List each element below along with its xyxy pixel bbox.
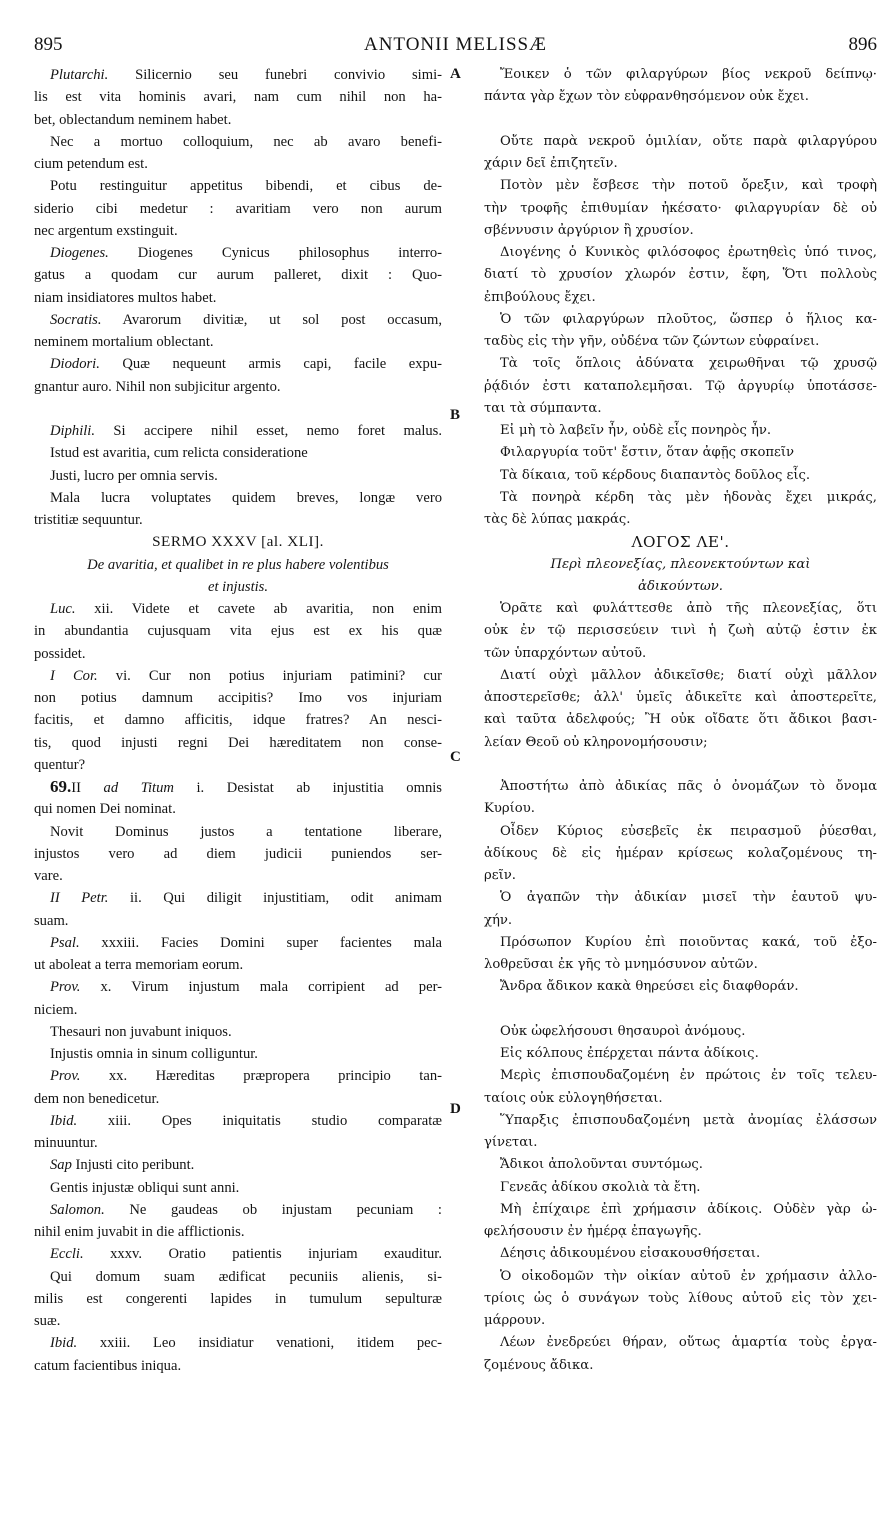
text-line: Ἄδικοι ἀπολοῦνται συντόμως. xyxy=(500,1157,703,1173)
line-text: x. xyxy=(80,979,112,996)
text-line: Μερὶς ἐπισπουδαζομένη ἐν πρώτοις ἐν τοῖς τελευ- xyxy=(500,1068,877,1084)
scripture-ref: Luc. xyxy=(50,601,76,617)
text-line xyxy=(34,887,442,909)
text-line: χάριν δεῖ ἐπιζητεῖν. xyxy=(484,156,618,171)
text-line: Ἄνδρα ἄδικον κακὰ θηρεύσει εἰς διαφθοράν. xyxy=(500,979,799,995)
text-line: Ἔοικεν ὁ τῶν φιλαργύρων βίος νεκροῦ δείπνῳ· xyxy=(500,67,877,82)
text-line: Ὕπαρξις ἐπισπουδαζομένη μετὰ ἀνομίας ἐλάσσων xyxy=(500,1112,877,1128)
line-text: Videte et cavete ab avaritia, non enim xyxy=(113,601,443,617)
line-text: Leo insidiatur venationi, itidem pec- xyxy=(130,1335,442,1352)
text-line: Φιλαργυρία τοῦτ' ἔστιν, ὅταν ἀφῇς σκοπεῖν xyxy=(500,445,795,461)
line-text: Oratio patientis injuriam exauditur. xyxy=(142,1246,442,1263)
text-line: Εἰς κόλπους ἐπέρχεται πάντα ἀδίκοις. xyxy=(500,1046,759,1061)
text-line xyxy=(34,1199,442,1221)
running-header xyxy=(34,34,877,58)
author-name: Plutarchi. xyxy=(50,67,109,83)
text-line: ζομένους ἄδικα. xyxy=(484,1357,594,1373)
text-line: Potu restinguitur appetitus bibendi, et cibus de- xyxy=(50,178,442,195)
text-line: bet, oblectandum neminem habet. xyxy=(34,111,232,128)
text-line: Injustis omnia in sinum colliguntur. xyxy=(50,1046,258,1062)
text-line: vare. xyxy=(34,868,63,884)
text-line: Gentis injustæ obliqui sunt anni. xyxy=(50,1179,240,1196)
line-text: xxxv. xyxy=(83,1246,142,1263)
text-line: Τὰ πονηρὰ κέρδη τὰς μὲν ἡδονὰς ἔχει μικράς, xyxy=(500,489,877,505)
text-line: διατί τὸ χρυσίον χλωρόν ἐστιν, ἔφη, Ὅτι πολλοὺς xyxy=(484,267,877,283)
spacer xyxy=(484,754,877,776)
text-line: gatus a quodam cur aurum palleret, dixit : Quo- xyxy=(34,267,442,284)
line-text: Silicernio seu funebri convivio simi- xyxy=(108,67,442,83)
page-number-right: 896 xyxy=(848,34,877,55)
text-line: ταδὺς εἰς τὴν γῆν, οὐδένα τῶν ζώντων εὐφραίνει. xyxy=(484,334,820,349)
text-line: λοθρεῦσαι ἐκ γῆς τὸ μνημόσυνον αὐτῶν. xyxy=(484,957,758,972)
scripture-ref: Prov. xyxy=(50,1068,81,1085)
running-title: ANTONII MELISSÆ xyxy=(363,34,547,55)
text-line: Λέων ἐνεδρεύει θήραν, οὕτως ἁμαρτία τοὺς ἐργα- xyxy=(500,1335,877,1351)
scripture-ref: Sap xyxy=(50,1157,72,1174)
text-line: τῶν ὑπαρχόντων αὐτοῦ. xyxy=(484,645,647,661)
text-line: Ποτὸν μὲν ἔσβεσε τὴν ποτοῦ ὄρεξιν, καὶ τροφὴ xyxy=(500,178,877,194)
line-text: Qui diligit injustitiam, odit animam xyxy=(141,890,442,907)
line-text: Injusti cito peribunt. xyxy=(71,1157,195,1174)
text-line: non potius damnum accipitis? Imo vos injuriam xyxy=(34,690,442,706)
scripture-ref: ad Titum xyxy=(80,780,174,796)
line-text: Ne gaudeas ob injustam pecuniam : xyxy=(104,1201,442,1218)
greek-column xyxy=(484,64,877,1377)
line-text: i. xyxy=(173,780,205,796)
scripture-ref: Ibid. xyxy=(50,1112,78,1129)
text-line: Τὰ τοῖς ὅπλοις ἀδύνατα χειρωθῆναι τῷ χρυσῷ xyxy=(500,356,877,372)
text-line: γίνεται. xyxy=(484,1135,538,1150)
scripture-ref: I Cor. xyxy=(50,667,98,684)
text-line xyxy=(34,64,442,86)
text-line: cium petendum est. xyxy=(34,156,148,172)
scripture-ref: Prov. xyxy=(50,979,81,996)
text-line: Γενεᾶς ἀδίκου σκολιὰ τὰ ἔτη. xyxy=(500,1179,701,1195)
text-line: tristitiæ sequuntur. xyxy=(34,512,143,528)
text-line: μάρρουν. xyxy=(484,1313,546,1328)
line-text: ii. xyxy=(108,890,142,907)
text-line: in abundantia cujusquam vita ejus est ex his quæ xyxy=(34,623,442,640)
text-line: σβέννυσιν ἀργύριον ἢ χρυσίον. xyxy=(484,222,694,238)
text-line xyxy=(34,932,442,954)
text-line: gnantur auro. Nihil non subjicitur argento. xyxy=(34,378,281,395)
text-line: λείαν Θεοῦ οὐ κληρονομήσουσιν; xyxy=(484,734,708,750)
text-line: injustos vero ad diem judicii puniendos ser- xyxy=(34,845,442,862)
text-line: ἐπιβούλους ἔχει. xyxy=(484,289,596,305)
text-line: τρίοις ὡς ὁ συνάγων τοὺς λίθους αὐτοῦ εἰς τὸν χει- xyxy=(484,1290,877,1306)
text-line: Ἀποστήτω ἀπὸ ἀδικίας πᾶς ὁ ὀνομάζων τὸ ὄνομα xyxy=(500,779,877,794)
text-line xyxy=(34,598,442,620)
author-name: Diodori. xyxy=(50,356,100,373)
text-line xyxy=(34,353,442,375)
section-marker-a: A xyxy=(450,66,461,82)
section-marker-b: B xyxy=(450,407,461,423)
line-text: Desistat ab injustitia omnis xyxy=(204,780,442,796)
line-text: Cur non potius injuriam patimini? cur xyxy=(130,667,442,684)
text-line: Mala lucra voluptates quidem breves, longæ vero xyxy=(50,489,442,506)
column-number: 69. xyxy=(50,777,72,796)
logos-subtitle: Περὶ πλεονεξίας, πλεονεκτούντων καὶ xyxy=(550,556,811,572)
scripture-ref: Eccli. xyxy=(50,1246,84,1263)
text-line: nihil enim juvabit in die afflictionis. xyxy=(34,1224,245,1240)
line-text: xx. xyxy=(80,1068,128,1085)
text-line: tis, quod injusti regni Dei hæreditatem non conse- xyxy=(34,734,442,751)
text-line xyxy=(34,665,442,687)
line-text: Virum injustum mala corripient ad per- xyxy=(111,979,442,996)
text-line: Ὁ οἰκοδομῶν τὴν οἰκίαν αὐτοῦ ἐν χρήμασιν ἀλλο- xyxy=(500,1268,877,1284)
latin-column xyxy=(34,64,442,1377)
text-line xyxy=(34,1154,442,1176)
logos-subtitle: ἀδικούντων. xyxy=(638,578,723,594)
logos-heading: ΛΟΓΟΣ ΛΕ'. xyxy=(631,533,730,552)
text-line: Πρόσωπον Κυρίου ἐπὶ ποιοῦντας κακά, τοῦ ἐξο- xyxy=(500,934,877,950)
text-line: siderio cibi medetur : avaritiam vero non aurum xyxy=(34,200,442,217)
text-line: Ὁ ἀγαπῶν τὴν ἀδικίαν μισεῖ τὴν ἑαυτοῦ ψυ- xyxy=(500,890,877,906)
author-name: Diogenes. xyxy=(50,245,109,261)
text-line: ταίοις οὐκ εὐλογηθήσεται. xyxy=(484,1090,663,1106)
text-line: ἀποστερεῖσθε; ἀλλ' ὑμεῖς ἀδικεῖτε καὶ ἀποστερεῖτε, xyxy=(484,690,877,705)
text-line: Κυρίου. xyxy=(484,801,535,817)
text-line: possidet. xyxy=(34,645,86,662)
spacer xyxy=(484,999,877,1021)
text-line: τὴν τροφῆς ἐπιθυμίαν ἠκέσατο· φιλαργυρίαν δὲ οὐ xyxy=(484,200,877,216)
page-number-left: 895 xyxy=(34,34,63,55)
text-line: quentur? xyxy=(34,756,86,773)
text-line: qui nomen Dei nominat. xyxy=(34,801,176,818)
text-line: Ὁρᾶτε καὶ φυλάττεσθε ἀπὸ τῆς πλεονεξίας, ὅτι xyxy=(500,601,877,616)
line-text: Si accipere nihil esset, nemo foret malus. xyxy=(95,423,442,439)
text-line xyxy=(34,309,442,331)
text-line: Justi, lucro per omnia servis. xyxy=(50,467,218,484)
author-name: Socratis. xyxy=(50,311,102,328)
text-line xyxy=(34,976,442,998)
text-line: ῥᾴδιόν ἐστι καταπολεμῆσαι. Τῷ ἀργυρίῳ ὑποτάσσε- xyxy=(484,378,877,394)
line-text: Opes iniquitatis studio comparatæ xyxy=(131,1112,442,1129)
text-line xyxy=(34,1065,442,1087)
line-text: Quæ nequeunt armis capi, facile expu- xyxy=(99,356,442,373)
text-line: Μὴ ἐπίχαιρε ἐπὶ χρήμασιν ἀδίκοις. Οὐδὲν γὰρ ὠ- xyxy=(500,1201,877,1217)
scripture-ref: II Petr. xyxy=(50,890,109,907)
line-text: Facies Domini super facientes mala xyxy=(139,934,442,951)
text-line: Οὔτε παρὰ νεκροῦ ὁμιλίαν, οὔτε παρὰ φιλαργύρου xyxy=(500,133,877,149)
text-line: Τὰ δίκαια, τοῦ κέρδους διαπαντὸς δοῦλος εἷς. xyxy=(500,467,811,483)
text-line: niam insidiatores multos habet. xyxy=(34,289,217,306)
line-text: II xyxy=(71,780,81,796)
section-marker-d: D xyxy=(450,1101,461,1117)
text-line: Οὐκ ὠφελήσουσι θησαυροὶ ἀνόμους. xyxy=(500,1023,746,1039)
text-line: lis est vita hominis avari, nam cum nihil non ha- xyxy=(34,89,442,106)
text-line: χήν. xyxy=(484,912,513,928)
spacer xyxy=(34,398,442,420)
text-line: Οἶδεν Κύριος εὐσεβεῖς ἐκ πειρασμοῦ ῥύεσθαι, xyxy=(500,823,877,839)
text-line: dem non benedicetur. xyxy=(34,1090,160,1107)
text-line xyxy=(34,420,442,442)
text-line: Εἰ μὴ τὸ λαβεῖν ἦν, οὐδὲ εἷς πονηρὸς ἦν. xyxy=(500,423,772,438)
text-line: ται τὰ σύμπαντα. xyxy=(484,400,602,416)
section-marker-c: C xyxy=(450,749,461,765)
text-line: milis est congerenti lapides in tumulum sepulturæ xyxy=(34,1290,442,1307)
text-line xyxy=(34,1332,442,1354)
text-line: Nec a mortuo colloquium, nec ab avaro benefi- xyxy=(50,133,442,150)
author-name: Salomon. xyxy=(50,1201,105,1218)
text-line xyxy=(34,1243,442,1265)
text-line: καὶ ταῦτα ἀδελφούς; Ἢ οὐκ οἴδατε ὅτι ἄδικοι βασι- xyxy=(484,712,877,728)
text-line xyxy=(34,776,442,798)
text-line: Novit Dominus justos a tentatione liberare, xyxy=(50,823,442,840)
line-text: Avarorum divitiæ, ut sol post occasum, xyxy=(101,311,442,328)
line-text: Diogenes Cynicus philosophus interro- xyxy=(108,245,442,261)
text-line: ρεῖν. xyxy=(484,868,516,883)
text-line: neminem mortalium oblectant. xyxy=(34,334,214,350)
line-text: xxxiii. xyxy=(79,934,140,951)
text-line: ut aboleat a terra memoriam eorum. xyxy=(34,957,244,973)
text-line: minuuntur. xyxy=(34,1135,98,1151)
scripture-ref: Ibid. xyxy=(50,1335,78,1352)
text-line: suæ. xyxy=(34,1313,61,1329)
text-line: facitis, et damno afficitis, idque fratres? An nesci- xyxy=(34,712,442,729)
text-line: πάντα γὰρ ἔχων τὸν εὐφρανθησόμενον οὐκ ἔχει. xyxy=(484,89,809,105)
spacer xyxy=(484,109,877,131)
text-line: suam. xyxy=(34,912,69,929)
text-line xyxy=(34,1110,442,1132)
text-line: Istud est avaritia, cum relicta consideratione xyxy=(50,445,308,462)
text-line: οὐκ ἐν τῷ περισσεύειν τινὶ ἡ ζωὴ αὐτῷ ἐστιν ἐκ xyxy=(484,623,877,639)
text-line: τὰς δὲ λύπας μακράς. xyxy=(484,512,631,527)
text-line: Διατί οὐχὶ μᾶλλον ἀδικεῖσθε; διατί οὐχὶ μᾶλλον xyxy=(500,667,877,683)
author-name: Diphili. xyxy=(50,423,95,439)
text-line: φελήσουσιν ἐν ἡμέρᾳ ἐπαγωγῆς. xyxy=(484,1224,702,1239)
sermon-heading: SERMO XXXV [al. XLI]. xyxy=(152,533,324,551)
scripture-ref: Psal. xyxy=(50,934,80,951)
line-text: xii. xyxy=(75,601,114,617)
text-line: Ὁ τῶν φιλαργύρων πλοῦτος, ὥσπερ ὁ ἥλιος κα- xyxy=(500,311,877,327)
line-text: vi. xyxy=(97,667,131,684)
line-text: xxiii. xyxy=(77,1335,131,1352)
text-line: niciem. xyxy=(34,1001,78,1018)
line-text: Hæreditas præpropera principio tan- xyxy=(127,1068,442,1085)
text-line: catum facientibus iniqua. xyxy=(34,1357,182,1374)
sermon-subtitle: De avaritia, et qualibet in re plus habere volentibus xyxy=(87,556,389,573)
text-line: Thesauri non juvabunt iniquos. xyxy=(50,1023,232,1040)
line-text: xiii. xyxy=(77,1112,132,1129)
text-line: ἀδίκους δὲ εἰς ἡμέραν κρίσεως κολαζομένους τη- xyxy=(484,845,877,861)
text-line: Δέησις ἀδικουμένου εἰσακουσθήσεται. xyxy=(500,1246,761,1262)
text-line: nec argentum exstinguit. xyxy=(34,222,178,239)
text-line xyxy=(34,242,442,264)
text-line: Διογένης ὁ Κυνικὸς φιλόσοφος ἐρωτηθεὶς ὑπό τινος, xyxy=(500,245,877,260)
sermon-subtitle: et injustis. xyxy=(208,578,268,595)
text-line: Qui domum suam ædificat pecuniis alienis, si- xyxy=(50,1268,442,1285)
